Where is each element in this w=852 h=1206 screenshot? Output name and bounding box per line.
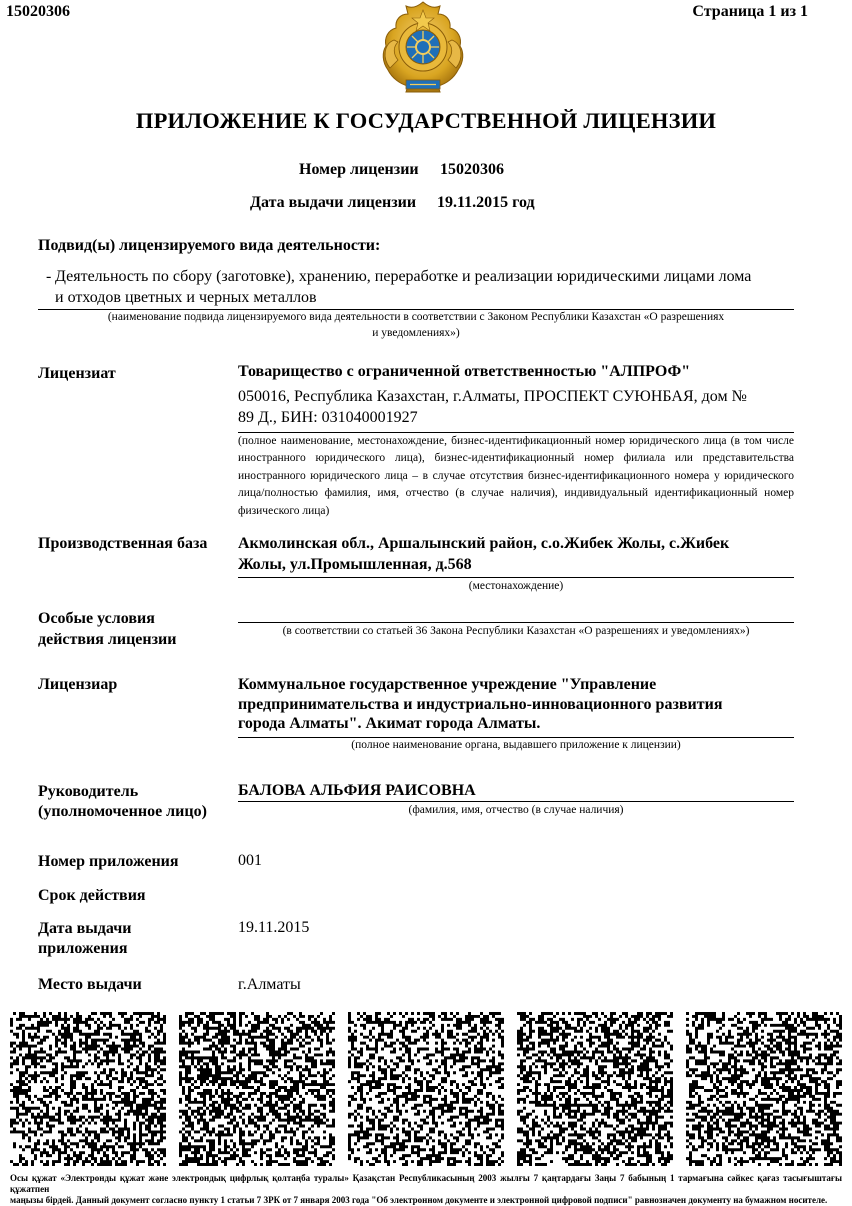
- licensee-label: Лицензиат: [38, 365, 116, 382]
- special-conditions-label-line2: действия лицензии: [38, 631, 177, 648]
- kazakhstan-state-emblem-icon: [376, 0, 470, 96]
- appendix-date-label-line1: Дата выдачи: [38, 920, 132, 937]
- qr-code-icon: [517, 1012, 673, 1166]
- subtypes-note-line2: и уведомлениях»): [372, 327, 460, 339]
- production-base-line1: Акмолинская обл., Аршалынский район, с.о.Жибек Жолы, с.Жибек: [238, 535, 730, 552]
- license-number-value: 15020306: [440, 161, 504, 178]
- license-date-value: 19.11.2015 год: [437, 194, 535, 211]
- head-note: (фамилия, имя, отчество (в случае наличия): [408, 804, 624, 816]
- head-rule: [238, 801, 794, 802]
- production-base-rule: [238, 577, 794, 578]
- licensor-line1: Коммунальное государственное учреждение "Управление: [238, 676, 657, 693]
- issue-place-value: г.Алматы: [238, 976, 301, 993]
- license-number-label: Номер лицензии: [299, 161, 419, 178]
- licensor-note: (полное наименование органа, выдавшего приложение к лицензии): [351, 739, 681, 751]
- subtypes-heading: Подвид(ы) лицензируемого вида деятельности:: [38, 237, 381, 254]
- footer-line1: Осы құжат «Электронды құжат және электрондық цифрлық қолтаңба туралы» Қазақстан Республикасының 2003 жылғы 7 қаңтардағы Заңы 7 бабының 1 тармағына сәйкес қағаз тасығыштағы құжатпен: [10, 1173, 842, 1194]
- subtype-item-line1: Деятельность по сбору (заготовке), хранению, переработке и реализации юридическими лицами лома: [55, 268, 752, 285]
- licensor-line2: предпринимательства и индустриально-инновационного развития: [238, 696, 723, 713]
- production-base-line2: Жолы, ул.Промышленная, д.568: [238, 556, 472, 573]
- legal-footer: [10, 1173, 842, 1206]
- licensee-name: Товарищество с ограниченной ответственностью "АЛПРОФ": [238, 363, 691, 380]
- document-title: ПРИЛОЖЕНИЕ К ГОСУДАРСТВЕННОЙ ЛИЦЕНЗИИ: [135, 108, 717, 133]
- head-label-line1: Руководитель: [38, 783, 139, 800]
- appendix-number-label: Номер приложения: [38, 853, 179, 870]
- special-conditions-note: (в соответствии со статьей 36 Закона Республики Казахстан «О разрешениях и уведомлениях»): [282, 625, 750, 637]
- head-name: БАЛОВА АЛЬФИЯ РАИСОВНА: [238, 782, 476, 799]
- licensor-line3: города Алматы". Акимат города Алматы.: [238, 715, 541, 732]
- head-label-line2: (уполномоченное лицо): [38, 803, 207, 820]
- qr-code-icon: [10, 1012, 166, 1166]
- qr-code-icon: [348, 1012, 504, 1166]
- license-date-label: Дата выдачи лицензии: [250, 194, 417, 211]
- document-number: 15020306: [6, 3, 70, 20]
- production-base-label: Производственная база: [38, 535, 208, 552]
- special-conditions-label-line1: Особые условия: [38, 610, 155, 627]
- appendix-date-label-line2: приложения: [38, 940, 128, 957]
- footer-line2: маңызы бірдей. Данный документ согласно пункту 1 статьи 7 ЗРК от 7 января 2003 года "Об электронном документе и электронной цифровой подписи" равнозначен документу на бумажном носителе.: [10, 1195, 828, 1205]
- issue-place-label: Место выдачи: [38, 976, 142, 993]
- subtypes-note-line1: (наименование подвида лицензируемого вида деятельности в соответствии с Законом Республики Казахстан «О разрешениях: [107, 311, 725, 323]
- subtype-item-line2: и отходов цветных и черных металлов: [55, 289, 317, 306]
- appendix-number-value: 001: [238, 852, 262, 869]
- validity-label: Срок действия: [38, 887, 146, 904]
- appendix-date-value: 19.11.2015: [238, 919, 310, 936]
- licensee-address-line1: 050016, Республика Казахстан, г.Алматы, ПРОСПЕКТ СУЮНБАЯ, дом №: [238, 388, 747, 405]
- page-indicator: Страница 1 из 1: [692, 3, 808, 20]
- production-base-note: (местонахождение): [468, 580, 564, 592]
- licensee-note: (полное наименование, местонахождение, бизнес-идентификационный номер юридического лица (в том числе иностранного юридического лица), бизнес-идентификационный номер филиала или представительства иностранного юридического лица – в случае отсутствия бизнес-идентификационного номера у юридического лица/полностью фамилия, имя, отчество (в случае наличия), индивидуальный идентификационный номер физического лица): [238, 435, 794, 517]
- subtype-bullet: -: [46, 268, 52, 285]
- qr-code-icon: [686, 1012, 842, 1166]
- licensee-address-line2: 89 Д., БИН: 031040001927: [238, 409, 418, 426]
- licensor-label: Лицензиар: [38, 676, 118, 693]
- special-conditions-rule: [238, 622, 794, 623]
- qr-code-icon: [179, 1012, 335, 1166]
